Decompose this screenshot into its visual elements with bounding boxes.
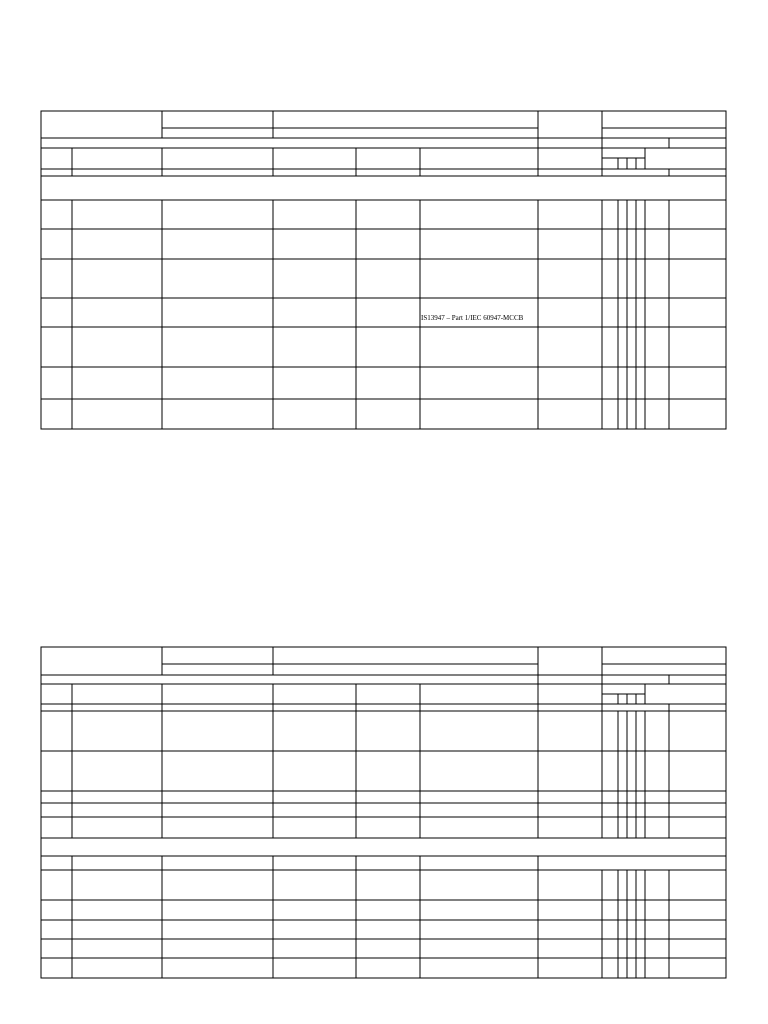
standard-reference-note: IS13947 – Part 1/IEC 60947-MCCB: [421, 314, 524, 322]
lower-table-border: [41, 647, 726, 978]
lower-table: [41, 647, 726, 978]
upper-table-border: [41, 111, 726, 429]
upper-table: [41, 111, 726, 429]
